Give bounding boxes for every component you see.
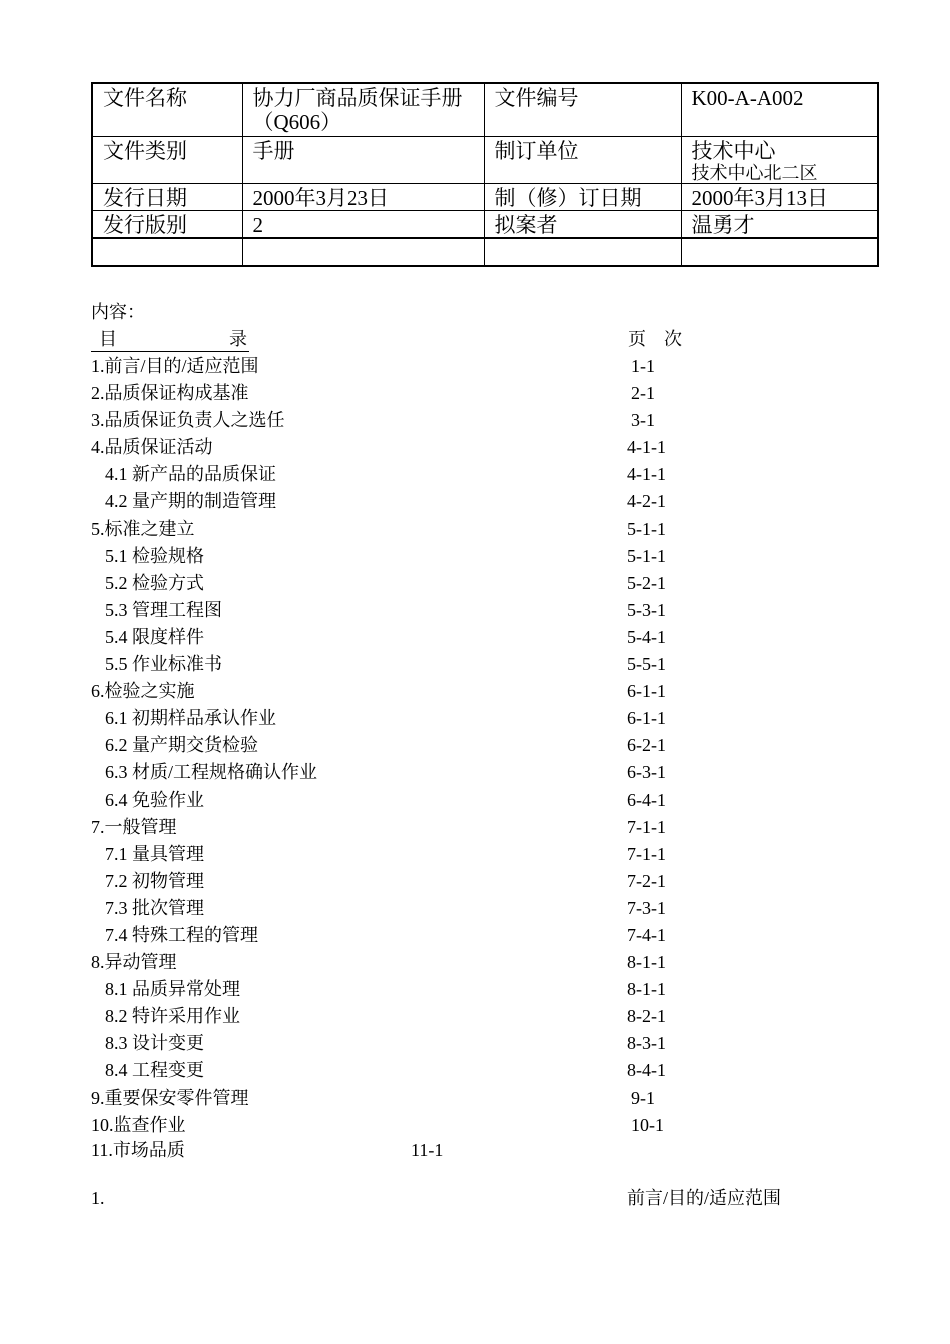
value-version: 2	[242, 211, 484, 239]
section-title: 前言/目的/适应范围	[627, 1188, 782, 1208]
toc-header-char-1: 目	[99, 329, 117, 349]
toc-header-page: 页 次	[628, 329, 682, 349]
toc-item-page: 7-1-1	[627, 843, 666, 864]
empty-cell	[484, 238, 681, 266]
value-drafter: 温勇才	[681, 211, 878, 239]
toc-item-page: 5-4-1	[627, 626, 666, 647]
toc-item-page: 8-4-1	[627, 1060, 666, 1081]
value-doc-number: K00-A-A002	[681, 83, 878, 137]
toc-item-title: 9.重要保安零件管理	[91, 1087, 249, 1108]
toc-item-page: 11-1	[411, 1140, 444, 1160]
section-heading	[91, 1186, 851, 1210]
toc-item-page: 8-1-1	[627, 952, 666, 973]
toc-item	[91, 679, 851, 706]
issuing-unit-main: 技术中心	[691, 139, 776, 163]
info-row-date	[92, 184, 878, 211]
toc-item-page: 5-5-1	[627, 654, 666, 675]
toc-item	[91, 1031, 851, 1058]
toc-item-page: 5-1-1	[627, 518, 666, 539]
toc-item-title: 7.3 批次管理	[105, 897, 204, 918]
label-doc-name: 文件名称	[92, 83, 242, 137]
toc-item-title: 4.品质保证活动	[91, 437, 213, 458]
toc-item-page: 7-1-1	[627, 816, 666, 837]
toc-item	[91, 544, 851, 571]
toc-item-title: 5.3 管理工程图	[105, 599, 222, 620]
toc-item-title: 1.前言/目的/适应范围	[91, 356, 259, 376]
issuing-unit-sub: 技术中心北二区	[691, 163, 818, 183]
toc-list	[91, 354, 851, 1140]
toc-item-title: 3.品质保证负责人之选任	[91, 410, 285, 431]
toc-header	[91, 327, 851, 351]
toc-item-page: 2-1	[631, 383, 655, 404]
empty-cell	[242, 238, 484, 266]
toc-item-page: 4-2-1	[627, 491, 666, 512]
toc-item-title: 7.2 初物管理	[105, 870, 204, 891]
toc-item-title: 6.3 材质/工程规格确认作业	[105, 762, 317, 783]
toc-item-page: 8-3-1	[627, 1033, 666, 1054]
toc-item	[91, 1113, 851, 1140]
label-doc-category: 文件类别	[92, 137, 242, 184]
toc-item	[91, 1138, 851, 1162]
toc-item-page: 8-2-1	[627, 1006, 666, 1027]
toc-item	[91, 517, 851, 544]
toc-item-title: 2.品质保证构成基准	[91, 383, 249, 404]
toc-item-page: 7-3-1	[627, 897, 666, 918]
value-issue-date: 2000年3月23日	[242, 184, 484, 211]
section-number: 1.	[91, 1188, 105, 1208]
label-issuing-unit: 制订单位	[484, 137, 681, 184]
toc-item	[91, 760, 851, 787]
toc-item-page: 1-1	[631, 356, 655, 376]
label-drafter: 拟案者	[484, 211, 681, 239]
info-row-empty	[92, 238, 878, 266]
label-revision-date: 制（修）订日期	[484, 184, 681, 211]
toc-item-title: 6.2 量产期交货检验	[105, 735, 258, 756]
toc-item-page: 6-2-1	[627, 735, 666, 756]
toc-item-title: 4.2 量产期的制造管理	[105, 491, 276, 512]
toc-item	[91, 977, 851, 1004]
toc-item-page: 6-1-1	[627, 708, 666, 729]
toc-item	[91, 435, 851, 462]
toc-item	[91, 733, 851, 760]
toc-item-title: 11.市场品质	[91, 1140, 185, 1160]
value-doc-name: 协力厂商品质保证手册（Q606）	[242, 83, 484, 137]
toc-item-page: 5-3-1	[627, 599, 666, 620]
toc-item-page: 5-1-1	[627, 545, 666, 566]
toc-item	[91, 571, 851, 598]
toc-item-title: 8.4 工程变更	[105, 1060, 204, 1081]
document-info-table	[91, 82, 879, 267]
toc-item-title: 8.异动管理	[91, 952, 177, 973]
toc-item-page: 7-4-1	[627, 924, 666, 945]
toc-item-page: 6-3-1	[627, 762, 666, 783]
toc-item-title: 5.2 检验方式	[105, 572, 204, 593]
toc-item	[91, 381, 851, 408]
content-label: 内容：	[91, 302, 145, 322]
toc-item-page: 8-1-1	[627, 979, 666, 1000]
toc-item-page: 5-2-1	[627, 572, 666, 593]
toc-item-page: 3-1	[631, 410, 655, 431]
value-doc-category: 手册	[242, 137, 484, 184]
toc-item	[91, 408, 851, 435]
label-doc-number: 文件编号	[484, 83, 681, 137]
toc-item	[91, 896, 851, 923]
toc-item	[91, 815, 851, 842]
value-revision-date: 2000年3月13日	[681, 184, 878, 211]
toc-item-title: 5.1 检验规格	[105, 545, 204, 566]
toc-item-title: 5.5 作业标准书	[105, 654, 222, 675]
info-row-category	[92, 137, 878, 184]
toc-item	[91, 950, 851, 977]
info-row-version	[92, 211, 878, 239]
toc-item	[91, 842, 851, 869]
label-issue-date: 发行日期	[92, 184, 242, 211]
empty-cell	[681, 238, 878, 266]
toc-item-page: 4-1-1	[627, 464, 666, 485]
toc-item-title: 6.检验之实施	[91, 681, 195, 702]
toc-item	[91, 869, 851, 896]
toc-item	[91, 1004, 851, 1031]
toc-item-title: 7.1 量具管理	[105, 843, 204, 864]
toc-item	[91, 1058, 851, 1085]
toc-item	[91, 652, 851, 679]
toc-item-title: 6.4 免验作业	[105, 789, 204, 810]
toc-item-title: 8.3 设计变更	[105, 1033, 204, 1054]
value-issuing-unit	[681, 137, 878, 184]
toc-header-char-2: 录	[229, 329, 247, 349]
label-version: 发行版别	[92, 211, 242, 239]
toc-item	[91, 598, 851, 625]
toc-item	[91, 923, 851, 950]
toc-item-title: 5.标准之建立	[91, 518, 195, 539]
toc-item	[91, 462, 851, 489]
toc-item	[91, 788, 851, 815]
toc-item-page: 6-1-1	[627, 681, 666, 702]
toc-item-title: 8.1 品质异常处理	[105, 979, 240, 1000]
toc-item-title: 5.4 限度样件	[105, 626, 204, 647]
toc-item-title: 6.1 初期样品承认作业	[105, 708, 276, 729]
toc-item-title: 7.4 特殊工程的管理	[105, 924, 258, 945]
toc-item-title: 4.1 新产品的品质保证	[105, 464, 276, 485]
toc-item-page: 10-1	[631, 1114, 664, 1135]
toc-item-page: 7-2-1	[627, 870, 666, 891]
toc-item	[91, 489, 851, 516]
toc-item	[91, 1086, 851, 1113]
toc-item	[91, 706, 851, 733]
toc-header-title	[91, 327, 249, 352]
toc-item-page: 4-1-1	[627, 437, 666, 458]
toc-item-title: 7.一般管理	[91, 816, 177, 837]
toc-item-title: 10.监查作业	[91, 1114, 186, 1135]
toc-item-title: 8.2 特许采用作业	[105, 1006, 240, 1027]
toc-item	[91, 625, 851, 652]
info-row-name	[92, 83, 878, 137]
toc-item-page: 9-1	[631, 1087, 655, 1108]
toc-item	[91, 354, 851, 381]
empty-cell	[92, 238, 242, 266]
toc-item-page: 6-4-1	[627, 789, 666, 810]
